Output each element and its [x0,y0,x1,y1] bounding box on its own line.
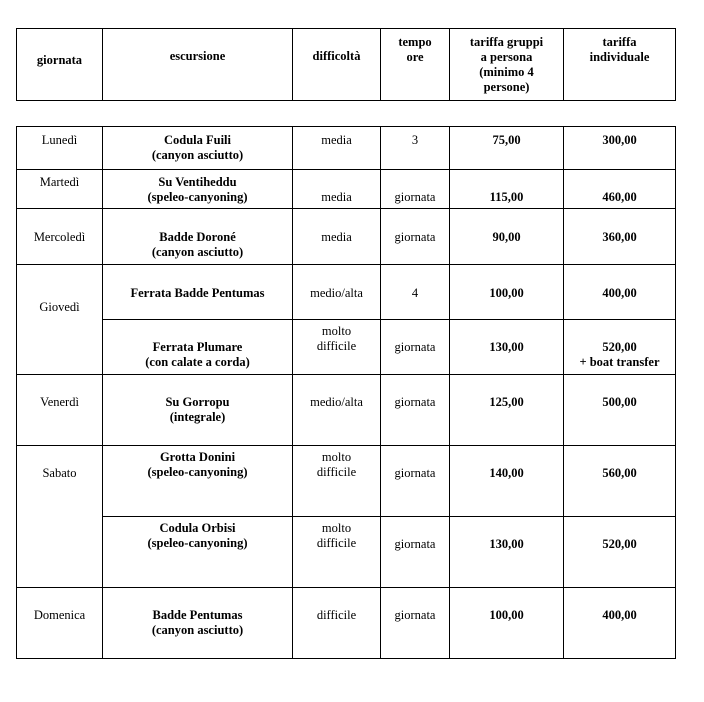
difficulty-cell: difficile [293,588,381,659]
time-cell: giornata [381,588,450,659]
day-cell: Giovedì [17,265,103,375]
single-price-cell: 520,00 [564,517,676,588]
day-cell: Mercoledì [17,209,103,265]
trip-cell: Grotta Donini (speleo-canyoning) [103,446,293,517]
time-cell: giornata [381,320,450,375]
table-row [17,446,676,517]
group-price-cell: 130,00 [450,517,564,588]
time-cell: giornata [381,209,450,265]
table-row [17,375,676,446]
time-cell: giornata [381,517,450,588]
difficulty-cell: molto difficile [293,517,381,588]
trip-cell: Ferrata Plumare (con calate a corda) [103,320,293,375]
group-price-cell: 140,00 [450,446,564,517]
trip-cell: Ferrata Badde Pentumas [103,265,293,320]
single-price-cell: 300,00 [564,127,676,170]
header-tempo: tempo ore [381,29,450,101]
trip-cell: Su Gorropu (integrale) [103,375,293,446]
day-cell: Venerdì [17,375,103,446]
trip-cell: Codula Fuili (canyon asciutto) [103,127,293,170]
difficulty-cell: medio/alta [293,265,381,320]
day-cell: Lunedì [17,127,103,170]
time-cell: giornata [381,170,450,209]
difficulty-cell: media [293,127,381,170]
header-giornata: giornata [17,29,103,101]
header-table [16,28,676,101]
table-row [17,170,676,209]
single-price-cell: 360,00 [564,209,676,265]
difficulty-cell: molto difficile [293,320,381,375]
header-tariffa-gruppi: tariffa gruppi a persona (minimo 4 persone) [450,29,564,101]
single-price-cell: 400,00 [564,588,676,659]
group-price-cell: 90,00 [450,209,564,265]
group-price-cell: 125,00 [450,375,564,446]
group-price-cell: 115,00 [450,170,564,209]
time-cell: 3 [381,127,450,170]
table-row [17,517,676,588]
table-row [17,127,676,170]
difficulty-cell: media [293,170,381,209]
group-price-cell: 130,00 [450,320,564,375]
header-escursione: escursione [103,29,293,101]
group-price-cell: 75,00 [450,127,564,170]
day-cell: Martedì [17,170,103,209]
single-price-cell: 460,00 [564,170,676,209]
single-price-cell: 500,00 [564,375,676,446]
single-price-cell: 520,00 + boat transfer [564,320,676,375]
trip-cell: Badde Pentumas (canyon asciutto) [103,588,293,659]
trip-cell: Su Ventiheddu (speleo-canyoning) [103,170,293,209]
trip-cell: Badde Doroné (canyon asciutto) [103,209,293,265]
time-cell: giornata [381,375,450,446]
time-cell: giornata [381,446,450,517]
header-tariffa-individuale: tariffa individuale [564,29,676,101]
group-price-cell: 100,00 [450,588,564,659]
group-price-cell: 100,00 [450,265,564,320]
difficulty-cell: molto difficile [293,446,381,517]
single-price-cell: 560,00 [564,446,676,517]
table-row [17,588,676,659]
single-price-cell: 400,00 [564,265,676,320]
time-cell: 4 [381,265,450,320]
day-cell: Sabato [17,446,103,588]
table-row [17,209,676,265]
trip-cell: Codula Orbisi (speleo-canyoning) [103,517,293,588]
day-cell: Domenica [17,588,103,659]
excursions-table [16,126,676,659]
table-row [17,265,676,320]
table-row [17,320,676,375]
header-difficolta: difficoltà [293,29,381,101]
difficulty-cell: media [293,209,381,265]
difficulty-cell: medio/alta [293,375,381,446]
